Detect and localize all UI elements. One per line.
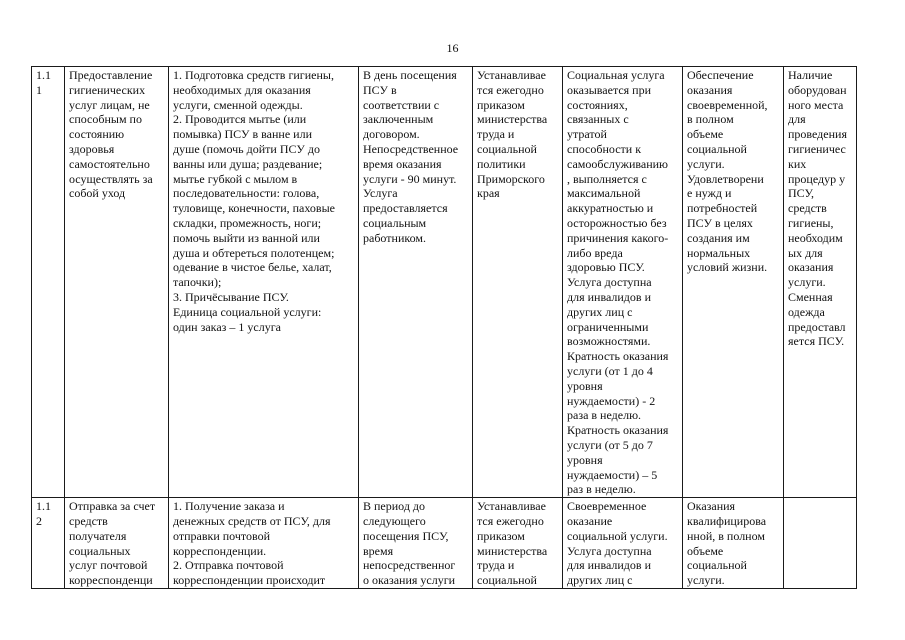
service-evaluation-cell [784, 67, 857, 498]
service-tariff-cell [473, 67, 563, 498]
service-quality-cell [683, 67, 784, 498]
service-conditions-cell [563, 498, 683, 589]
service-evaluation: Наличие оборудован ного места для проведения гигиеничес ких процедур у ПСУ, средств гигиены, необходим ых для оказания услуги. Сменная одежда предоставл яется ПСУ. [788, 68, 847, 349]
service-tariff-cell [473, 498, 563, 589]
service-name-cell [65, 498, 169, 589]
service-conditions: Своевременное оказание социальной услуги. Услуга доступна для инвалидов и других лиц с [567, 499, 668, 588]
table-row [32, 498, 857, 589]
row-number-cell [32, 498, 65, 589]
row-number: 1.1 2 [36, 499, 51, 528]
service-quality-cell [683, 498, 784, 589]
service-conditions-cell [563, 67, 683, 498]
service-term: В день посещения ПСУ в соответствии с заключенным договором. Непосредственное время оказания услуги - 90 минут. Услуга предоставляется социальным работником. [363, 68, 459, 245]
row-number: 1.1 1 [36, 68, 51, 97]
service-content: 1. Подготовка средств гигиены, необходимых для оказания услуги, сменной одежды. 2. Проводится мытье (или помывка) ПСУ в ванне или душе (помочь дойти ПСУ до ванны или душа; раздевание; мытье губкой с мылом в последовательности: голова, туловище, конечности, паховые складки, промежность, ноги; помочь выйти из ванной или душа и обтереться полотенцем; одевание в чистое белье, халат, тапочки); 3. Причёсывание ПСУ. Единица социальной услуги: один заказ – 1 услуга [173, 68, 335, 334]
row-number-cell [32, 67, 65, 498]
service-term-cell [359, 498, 473, 589]
service-term-cell [359, 67, 473, 498]
service-tariff: Устанавливае тся ежегодно приказом министерства труда и социальной политики Приморского края [477, 68, 548, 201]
services-table [31, 66, 857, 589]
service-term: В период до следующего посещения ПСУ, время непосредственног о оказания услуги [363, 499, 456, 588]
service-content: 1. Получение заказа и денежных средств от ПСУ, для отправки почтовой корреспонденции. 2. Отправка почтовой корреспонденции происходит [173, 499, 331, 588]
service-conditions: Социальная услуга оказывается при состояниях, связанных с утратой способности к самообслуживанию , выполняется с максимальной аккуратностью и осторожностью без причинения какого- либо вреда здоровью ПСУ. Услуга доступна для инвалидов и других лиц с ограниченными возможностями. Кратность оказания услуги (от 1 до 4 уровня нуждаемости) - 2 раза в неделю. Кратность оказания услуги (от 5 до 7 уровня нуждаемости) – 5 раз в неделю. [567, 68, 669, 497]
service-evaluation-cell [784, 498, 857, 589]
service-content-cell [169, 498, 359, 589]
table-row [32, 67, 857, 498]
page-number: 16 [446, 41, 459, 55]
service-name: Отправка за счет средств получателя социальных услуг почтовой корреспонденци [69, 499, 156, 588]
service-name-cell [65, 67, 169, 498]
service-quality: Обеспечение оказания своевременной, в полном объеме социальной услуги. Удовлетворени е нужд и потребностей ПСУ в целях создания им нормальных условий жизни. [687, 68, 768, 275]
service-quality: Оказания квалифицирова нной, в полном объеме социальной услуги. [687, 499, 767, 588]
service-content-cell [169, 67, 359, 498]
service-name: Предоставление гигиенических услуг лицам, не способным по состоянию здоровья самостоятельно осуществлять за собой уход [69, 68, 153, 201]
service-tariff: Устанавливае тся ежегодно приказом министерства труда и социальной [477, 499, 548, 588]
